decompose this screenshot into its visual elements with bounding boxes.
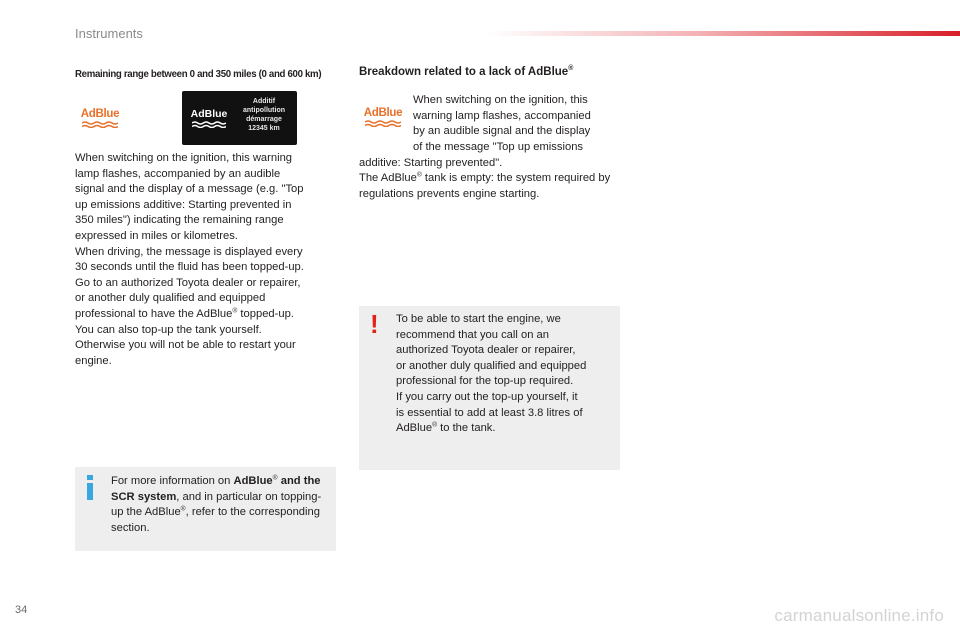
page-number: 34 (15, 604, 28, 616)
registered-mark: ® (180, 505, 186, 513)
text-bold: AdBlue (233, 475, 273, 487)
header-rule (488, 31, 960, 36)
text-line: authorized Toyota dealer or repairer, (396, 344, 576, 357)
display-line: antipollution (243, 107, 285, 114)
text-line: 350 miles") indicating the remaining range (75, 214, 284, 227)
registered-mark: ® (232, 307, 238, 315)
text-line: When switching on the ignition, this warning (75, 152, 293, 164)
registered-mark: ® (416, 171, 422, 179)
info-icon-dot (87, 475, 93, 480)
registered-mark: ® (432, 421, 438, 429)
display-adblue-logo (187, 108, 231, 128)
adblue-warning-lamp-icon (78, 108, 122, 128)
text-line: If you carry out the top-up yourself, it (396, 390, 578, 403)
right-body-text (413, 93, 628, 155)
display-line: 12345 km (248, 125, 280, 132)
text-line: expressed in miles or kilometres. (75, 229, 238, 242)
wave-icon (365, 120, 401, 127)
registered-mark: ® (272, 474, 278, 482)
text-line: Go to an authorized Toyota dealer or repairer, (75, 276, 301, 289)
text-fragment: For more information on (111, 475, 234, 487)
text-line: or another duly qualified and equipped (396, 359, 587, 372)
adblue-warning-lamp-icon (361, 107, 405, 127)
instrument-display-screenshot (182, 91, 297, 145)
text-fragment: The AdBlue (359, 172, 417, 185)
text-line: professional for the top-up required. (396, 375, 574, 388)
right-body-text-continued (359, 156, 627, 203)
text-fragment: topped-up. (237, 307, 294, 320)
text-line: signal and the display of a message (e.g. "Top (75, 183, 304, 196)
right-section-heading (359, 66, 573, 78)
display-line: Additif (252, 98, 276, 105)
display-wave-icon (192, 121, 226, 128)
text-bold: and the SCR system (111, 475, 321, 503)
text-fragment: AdBlue (396, 422, 433, 435)
header-title: Instruments (75, 26, 143, 41)
text-line: or another duly qualified and equipped (75, 292, 266, 305)
text-fragment: , refer to the corresponding section. (111, 506, 320, 534)
text-line: by an audible signal and the display (413, 125, 591, 138)
text-line: engine. (75, 354, 112, 367)
display-adblue-text: AdBlue (190, 108, 228, 120)
text-line: is essential to add at least 3.8 litres of (396, 406, 583, 419)
text-line (75, 307, 337, 323)
text-line: You can also top-up the tank yourself. (75, 323, 262, 336)
warning-exclamation-icon: ! (370, 309, 379, 339)
text-line: Otherwise you will not be able to restart your (75, 339, 296, 352)
warning-note-text (396, 312, 618, 437)
heading-text: Breakdown related to a lack of AdBlue (359, 66, 569, 78)
text-fragment: professional to have the AdBlue (75, 307, 233, 320)
adblue-logo-text: AdBlue (80, 108, 120, 120)
left-section-heading: Remaining range between 0 and 350 miles (0 and 600 km) (75, 68, 322, 80)
info-note-text (111, 474, 329, 536)
text-line (396, 421, 618, 437)
watermark-text: carmanualsonline.info (774, 606, 944, 625)
text-line: recommend that you call on an (396, 328, 549, 341)
registered-mark: ® (568, 65, 574, 73)
left-body-text (75, 151, 337, 369)
text-line: lamp flashes, accompanied by an audible (75, 167, 281, 180)
text-line: 30 seconds until the fluid has been topped-up. (75, 261, 304, 274)
text-line: warning lamp flashes, accompanied (413, 109, 591, 122)
text-line: To be able to start the engine, we (396, 313, 561, 325)
text-fragment: to the tank. (437, 422, 496, 435)
text-line: of the message "Top up emissions (413, 140, 584, 153)
display-message (232, 97, 296, 133)
text-fragment: tank is empty: the system required by regulations prevents engine starting. (359, 172, 611, 200)
text-line: When switching on the ignition, this (413, 94, 588, 106)
info-icon (86, 475, 96, 503)
info-icon-bar (87, 483, 93, 500)
text-line: up emissions additive: Starting prevented in (75, 198, 292, 211)
display-line: démarrage (246, 116, 282, 123)
text-paragraph (359, 171, 627, 202)
text-line: additive: Starting prevented". (359, 156, 503, 169)
text-fragment: , and in particular on topping-up the AdBlue (111, 490, 322, 519)
adblue-logo-text: AdBlue (363, 107, 403, 119)
text-line: When driving, the message is displayed every (75, 245, 303, 258)
wave-icon (82, 121, 118, 128)
